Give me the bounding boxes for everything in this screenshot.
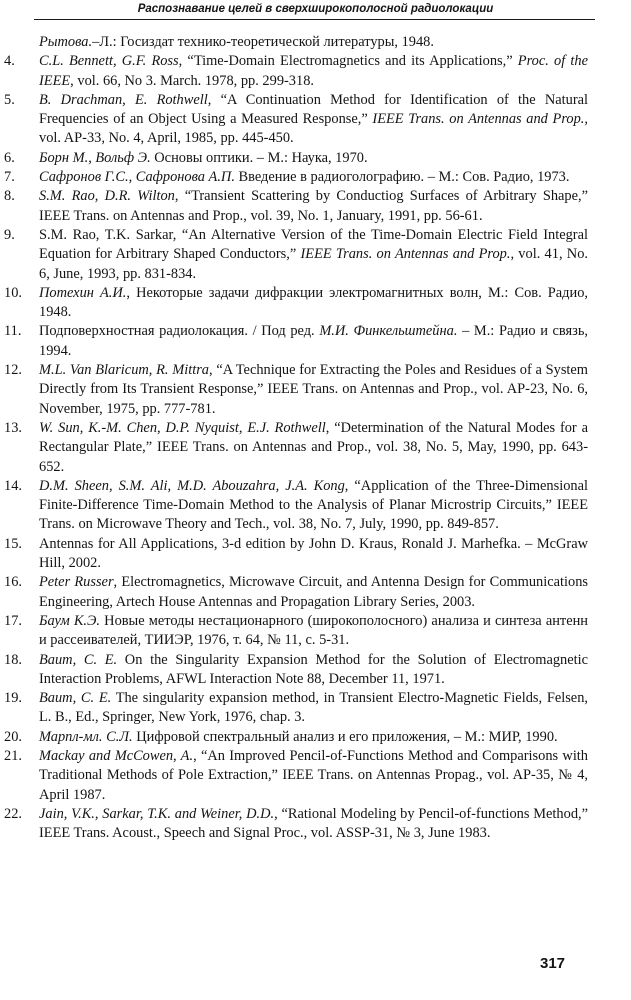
reference-italic-text: Сафронов Г.С., Сафронова А.П. <box>39 169 235 186</box>
reference-italic-text: IEEE Trans. on Antennas and Prop. <box>372 111 585 128</box>
reference-item <box>0 689 631 728</box>
reference-text: Цифровой спектральный анализ и его приложения, – М.: МИР, 1990. <box>132 728 558 745</box>
reference-item <box>0 477 631 535</box>
reference-text: Введение в радиоголографию. – М.: Сов. Радио, 1973. <box>234 169 570 186</box>
reference-number: 16. <box>4 574 22 591</box>
reference-text: , “Time-Domain Electromagnetics and its Applications,” <box>178 53 518 70</box>
reference-number: 22. <box>4 805 22 822</box>
reference-text: Antennas for All Applications, 3-d edition by John D. Kraus, Ronald J. Marhefka. – McGraw Hill, 2002. <box>39 535 588 572</box>
reference-number: 9. <box>4 226 15 243</box>
reference-item <box>0 33 631 52</box>
reference-item <box>0 535 631 574</box>
reference-text: The singularity expansion method, in Transient Electro-Magnetic Fields, Felsen, L. B., Ed., Springer, New York, 1976, chap. 3. <box>39 690 588 726</box>
reference-item <box>0 651 631 690</box>
reference-item <box>0 187 631 226</box>
reference-text: , Electromagnetics, Microwave Circuit, and Antenna Design for Communications Engineering, Artech House Antennas and Propagation Library Series, 2003. <box>39 574 588 610</box>
reference-item <box>0 91 631 149</box>
reference-italic-text: Потехин А.И. <box>39 284 127 301</box>
reference-item <box>0 747 631 805</box>
reference-number: 15. <box>4 535 22 552</box>
reference-text: , vol. AP-33, No. 4, April, 1985, pp. 445-450. <box>39 111 588 147</box>
reference-number: 11. <box>4 323 22 340</box>
reference-item <box>0 612 631 651</box>
reference-item <box>0 419 631 477</box>
reference-number: 20. <box>4 728 22 745</box>
reference-item <box>0 168 631 187</box>
reference-text: Новые методы нестационарного (широкополосного) анализа и синтеза антенн и рассеивателей, ТИИЭР, 1976, т. 64, № 11, с. 5-31. <box>39 612 588 649</box>
reference-text: , vol. 41, No. 6, June, 1993, pp. 831-834. <box>39 246 588 282</box>
reference-text: , “Transient Scattering by Conductiog Surfaces of Arbitrary Shape,” IEEE Trans. on Antennas and Prop., vol. 39, No. 1, January, 1991, pp. 56-61. <box>39 188 588 224</box>
reference-list <box>0 33 631 843</box>
reference-italic-text: M.L. Van Blaricum, R. Mittra <box>39 362 209 379</box>
reference-text: –Л.: Госиздат технико-теоретической литературы, 1948. <box>92 34 434 50</box>
reference-text: , “An Improved Pencil-of-Functions Method and Comparisons with Traditional Methods of Pole Extraction,” IEEE Trans. on Antennas Propag., vol. AP-35, № 4, April 1987. <box>39 747 589 803</box>
reference-italic-text: Рытова. <box>39 34 93 50</box>
reference-item <box>0 573 631 612</box>
reference-italic-text: W. Sun, K.-M. Chen, D.P. Nyquist, E.J. Rothwell <box>39 419 326 436</box>
reference-text: , “Determination of the Natural Modes for a Rectangular Plate,” IEEE Trans. on Antennas and Prop., vol. 38, No. 5, May, 1990, pp. 643-652. <box>39 419 588 475</box>
reference-item <box>0 149 631 168</box>
reference-italic-text: Peter Russer <box>39 574 114 591</box>
reference-italic-text: Борн М., Вольф Э. <box>39 149 151 166</box>
reference-number: 14. <box>4 477 22 494</box>
reference-number: 7. <box>4 169 15 186</box>
reference-italic-text: Баум К.Э. <box>39 612 101 629</box>
reference-number: 21. <box>4 747 22 764</box>
reference-text: – М.: Радио и связь, 1994. <box>39 323 588 359</box>
reference-item <box>0 361 631 419</box>
reference-italic-text: D.M. Sheen, S.M. Ali, M.D. Abouzahra, J.A. Kong <box>39 477 345 494</box>
reference-item <box>0 728 631 747</box>
reference-italic-text: Proc. of the IEEE <box>39 53 588 89</box>
reference-text: , “A Technique for Extracting the Poles and Residues of a System Directly from Its Transient Response,” IEEE Trans. on Antennas and Prop., vol. AP-23, No. 6, November, 1975, pp. 777-781. <box>39 362 588 417</box>
reference-number: 10. <box>4 284 22 301</box>
reference-italic-text: C.L. Bennett, G.F. Ross <box>39 53 179 70</box>
reference-italic-text: IEEE Trans. on Antennas and Prop. <box>300 246 511 263</box>
reference-number: 17. <box>4 612 22 629</box>
reference-italic-text: М.И. Финкельштейна. <box>319 323 458 340</box>
running-header: Распознавание целей в сверхширокополосной радиолокации <box>137 3 494 15</box>
reference-text: Подповерхностная радиолокация. / Под ред. <box>39 323 320 340</box>
page-number: 317 <box>540 955 566 972</box>
reference-text: S.M. Rao, T.K. Sarkar, “An Alternative Version of the Time-Domain Electric Field Integral Equation for Arbitrary Shaped Conductors,” <box>39 226 588 263</box>
reference-italic-text: Mackay and McCowen, A. <box>39 747 194 764</box>
reference-text: , “Rational Modeling by Pencil-of-functions Method,” IEEE Trans. Acoust., Speech and Signal Proc., vol. ASSP-31, № 3, June 1983. <box>39 805 588 842</box>
reference-item <box>0 322 631 361</box>
reference-item <box>0 805 631 844</box>
reference-item <box>0 284 631 323</box>
reference-italic-text: Марпл-мл. С.Л. <box>39 728 133 745</box>
reference-item <box>0 52 631 91</box>
reference-italic-text: B. Drachman, E. Rothwell <box>39 91 208 108</box>
reference-text: , vol. 66, No 3. March. 1978, pp. 299-318. <box>70 72 314 89</box>
reference-number: 8. <box>4 188 15 205</box>
reference-italic-text: Baum, C. E. <box>39 651 118 668</box>
reference-number: 18. <box>4 651 22 668</box>
reference-text: On the Singularity Expansion Method for the Solution of Electromagnetic Interaction Problems, AFWL Interaction Note 88, December 11, 1971. <box>39 651 588 687</box>
reference-text: , Некоторые задачи дифракции электромагнитных волн, М.: Сов. Радио, 1948. <box>39 284 588 321</box>
reference-italic-text: Jain, V.K., Sarkar, T.K. and Weiner, D.D. <box>39 805 275 822</box>
reference-item <box>0 226 631 284</box>
reference-text: Основы оптики. – М.: Наука, 1970. <box>150 149 368 166</box>
reference-italic-text: S.M. Rao, D.R. Wilton <box>39 188 175 205</box>
reference-number: 4. <box>4 53 15 70</box>
reference-number: 12. <box>4 362 22 379</box>
reference-italic-text: Baum, C. E. <box>39 690 112 707</box>
reference-number: 6. <box>4 149 15 166</box>
reference-text: , “Application of the Three-Dimensional Finite-Difference Time-Domain Method to the Analysis of Planar Microstrip Circuits,” IEEE Trans. on Microwave Theory and Tech., vol. 38, No. 7, July, 1990, pp. 849-857. <box>39 477 588 533</box>
reference-number: 5. <box>4 91 15 108</box>
reference-number: 19. <box>4 690 22 707</box>
reference-text: , “A Continuation Method for Identification of the Natural Frequencies of an Object Using a Measured Response,” <box>39 91 588 128</box>
header-rule <box>34 19 595 20</box>
reference-number: 13. <box>4 419 22 436</box>
